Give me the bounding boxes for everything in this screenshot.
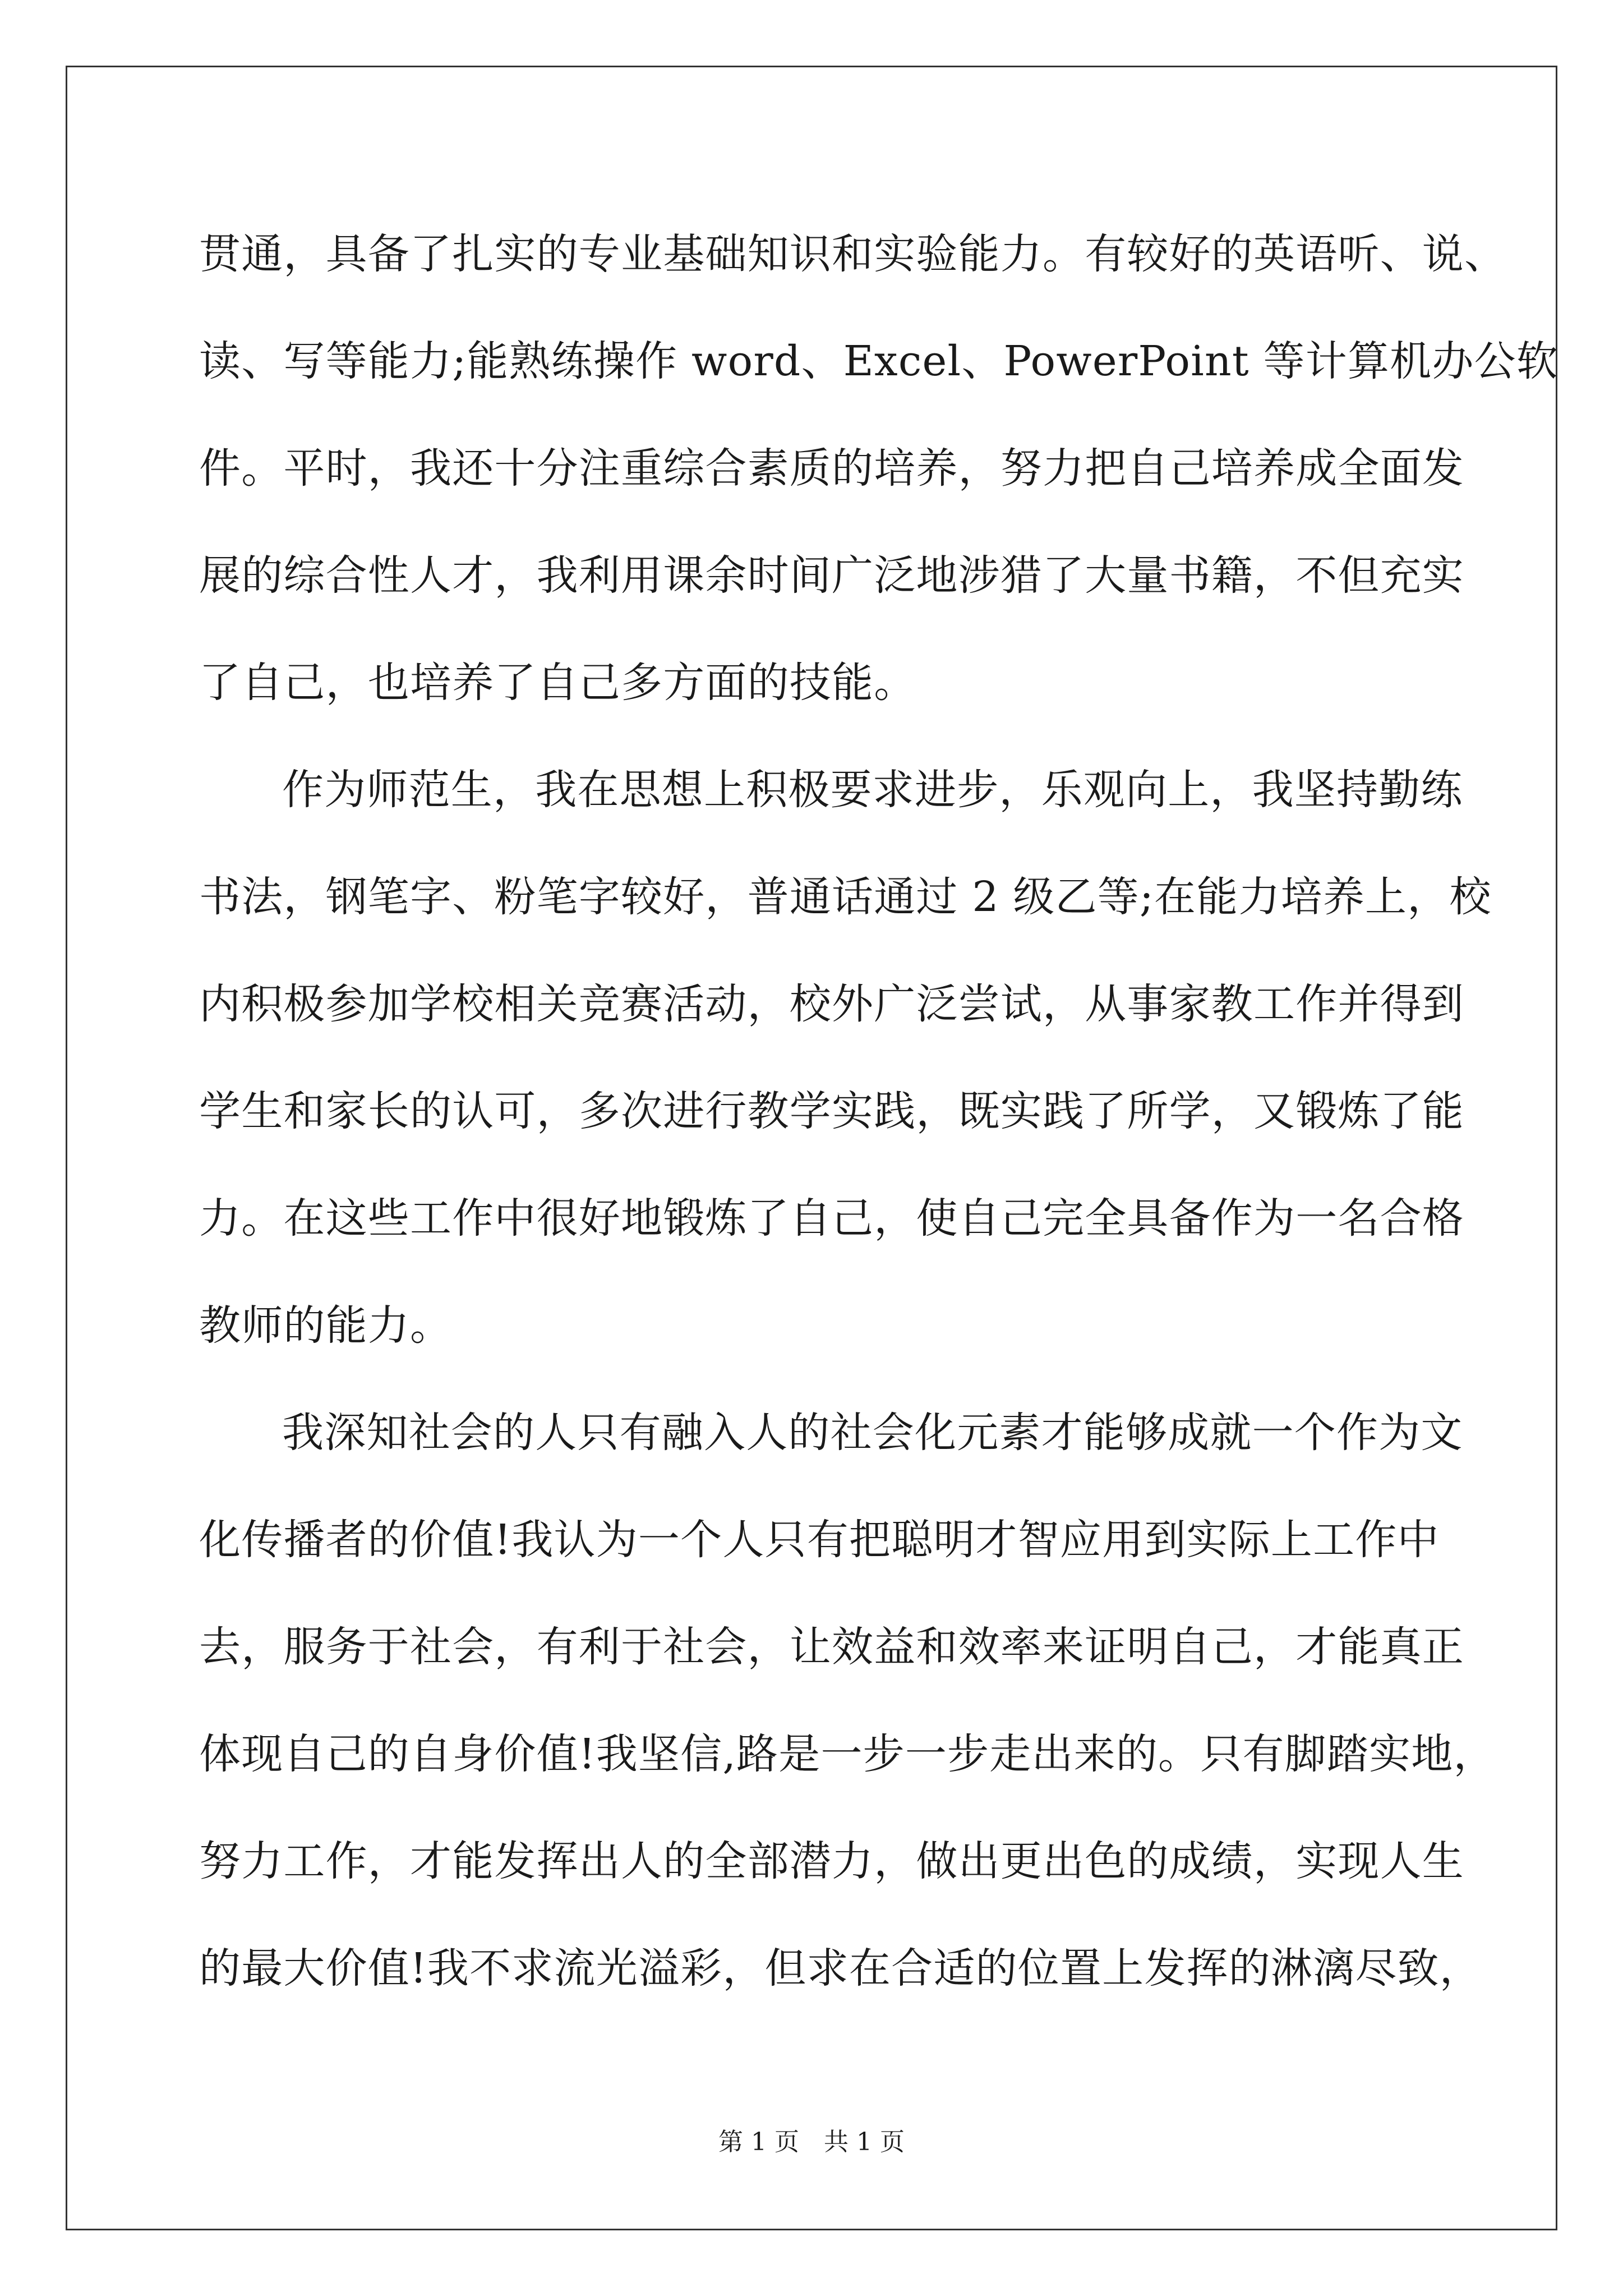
text-line: 力。在这些工作中很好地锻炼了自己，使自己完全具备作为一名合格 — [199, 1194, 1464, 1243]
text-line: 书法，钢笔字、粉笔字较好，普通话通过 2 级乙等;在能力培养上，校 — [199, 873, 1492, 921]
text-line: 了自己，也培养了自己多方面的技能。 — [199, 659, 916, 707]
text-line: 去，服务于社会，有利于社会，让效益和效率来证明自己，才能真正 — [199, 1623, 1464, 1671]
page-number: 第 1 页 — [718, 2128, 799, 2156]
text-line: 我深知社会的人只有融入人的社会化元素才能够成就一个作为文 — [282, 1409, 1463, 1457]
text-line: 内积极参加学校相关竞赛活动，校外广泛尝试，从事家教工作并得到 — [199, 980, 1464, 1028]
text-line: 展的综合性人才，我利用课余时间广泛地涉猎了大量书籍，不但充实 — [199, 551, 1464, 600]
text-line: 学生和家长的认可，多次进行教学实践，既实践了所学，又锻炼了能 — [199, 1087, 1464, 1135]
text-line: 读、写等能力;能熟练操作 word、Excel、PowerPoint 等计算机办公软 — [199, 337, 1559, 385]
text-line: 体现自己的自身价值!我坚信,路是一步一步走出来的。只有脚踏实地， — [199, 1730, 1496, 1778]
text-line: 的最大价值!我不求流光溢彩，但求在合适的位置上发挥的淋漓尽致， — [199, 1944, 1482, 1993]
text-line: 努力工作，才能发挥出人的全部潜力，做出更出色的成绩，实现人生 — [199, 1837, 1464, 1885]
text-line: 贯通，具备了扎实的专业基础知识和实验能力。有较好的英语听、说、 — [199, 230, 1507, 278]
total-pages: 共 1 页 — [824, 2128, 905, 2156]
text-line: 件。平时，我还十分注重综合素质的培养，努力把自己培养成全面发 — [199, 444, 1464, 493]
text-line: 作为师范生，我在思想上积极要求进步，乐观向上，我坚持勤练 — [282, 766, 1463, 814]
page-footer — [0, 2122, 1623, 2157]
text-line: 化传播者的价值!我认为一个人只有把聪明才智应用到实际上工作中 — [199, 1516, 1440, 1564]
document-body — [199, 201, 1559, 2022]
text-line: 教师的能力。 — [199, 1301, 453, 1350]
